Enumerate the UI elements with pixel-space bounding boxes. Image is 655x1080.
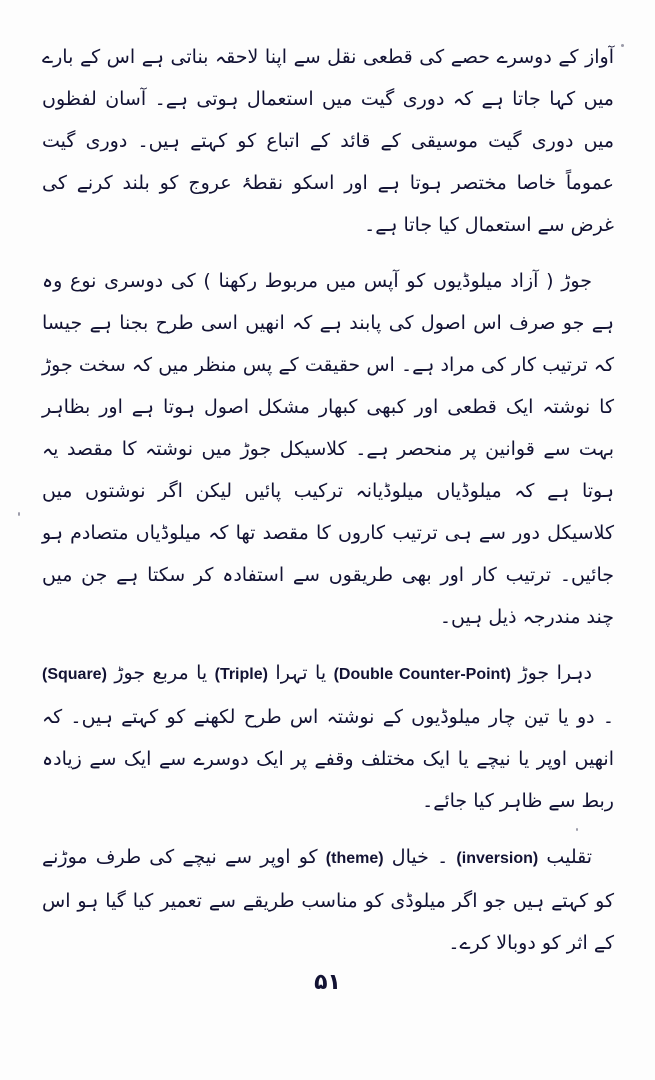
page-body-text	[42, 36, 614, 964]
paragraph-2	[42, 260, 614, 638]
scan-speck	[18, 512, 20, 516]
english-term: (Square)	[42, 666, 107, 683]
paragraph-gap	[42, 638, 614, 652]
paragraph-text: ۔ دو یا تین چار میلوڈیوں کے نوشتہ اس طرح لکھنے کو کہتے ہیں۔ کہ انھیں اوپر یا نیچے یا ایک مختلف وقفے پر ایک دوسرے سے ایک سے زیادہ ربط سے ظاہر کیا جائے۔	[42, 706, 614, 812]
paragraph-text: یا مربع جوڑ	[106, 662, 215, 684]
page-number: ۵۱	[314, 970, 341, 995]
paragraph-text: آواز کے دوسرے حصے کی قطعی نقل سے اپنا لاحقہ بناتی ہے اس کے بارے میں کہا جاتا ہے کہ دوری گیت میں استعمال ہوتی ہے۔ آسان لفظوں میں دوری گیت موسیقی کے قائد کے اتباع کو کہتے ہیں۔ دوری گیت عموماً خاصا مختصر ہوتا ہے اور اسکو نقطۂ عروج کو بلند کرنے کی غرض سے استعمال کیا جاتا ہے۔	[42, 46, 614, 236]
paragraph-gap	[42, 246, 614, 260]
english-term: (inversion)	[456, 850, 539, 867]
scan-speck	[621, 44, 624, 47]
paragraph-text: کو اوپر سے نیچے کی طرف موڑنے کو کہتے ہیں جو اگر میلوڈی کو مناسب طریقے سے تعمیر کیا گیا ہو اس کے اثر کو دوبالا کرے۔	[42, 846, 614, 954]
scan-speck	[576, 828, 578, 831]
paragraph-text: تقلیب	[538, 846, 593, 868]
paragraph-3	[42, 652, 614, 822]
paragraph-text: دہرا جوڑ	[510, 662, 592, 684]
english-term: (theme)	[325, 850, 384, 867]
english-term: (Triple)	[214, 666, 268, 683]
paragraph-text: یا تہرا	[267, 662, 334, 684]
paragraph-1	[42, 36, 614, 246]
paragraph-4	[42, 836, 614, 964]
paragraph-text: ۔ خیال	[383, 846, 457, 868]
english-term: (Double Counter-Point)	[333, 666, 511, 683]
paragraph-text: جوڑ ( آزاد میلوڈیوں کو آپس میں مربوط رکھنا ) کی دوسری نوع وہ ہے جو صرف اس اصول کی پابند ہے کہ انھیں اسی طرح بجنا ہے جیسا کہ ترتیب کار کی مراد ہے۔ اس حقیقت کے پس منظر میں کہ سخت جوڑ کا نوشتہ ایک قطعی اور کبھی کبھار مشکل اصول ہوتا ہے اور بظاہر بہت سے قوانین پر منحصر ہے۔ کلاسیکل جوڑ میں نوشتہ کا مقصد یہ ہوتا ہے کہ میلوڈیاں میلوڈیانہ ترکیب پائیں لیکن اگر نوشتوں میں کلاسیکل دور سے ہی ترتیب کاروں کا مقصد تھا کہ میلوڈیاں متصادم ہو جائیں۔ ترتیب کار اور بھی طریقوں سے استفادہ کر سکتا ہے جن میں چند مندرجہ ذیل ہیں۔	[42, 270, 614, 628]
paragraph-gap	[42, 822, 614, 836]
